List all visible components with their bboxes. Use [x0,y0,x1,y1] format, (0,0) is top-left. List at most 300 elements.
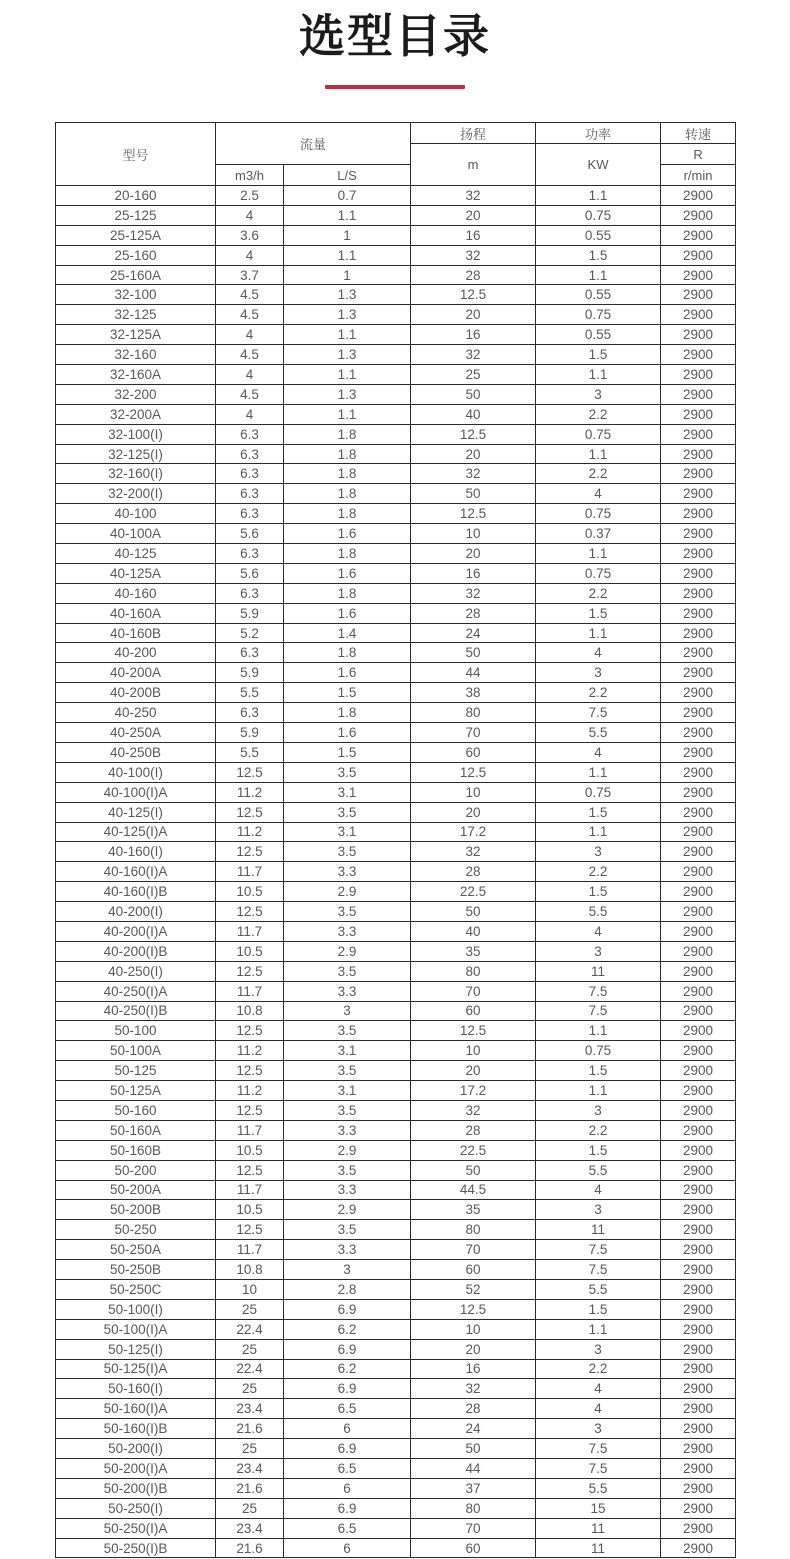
table-cell: 50-250(I)B [56,1538,216,1558]
table-cell: 40-200A [56,663,216,683]
table-row [56,1160,736,1180]
table-cell: 50-160(I)A [56,1399,216,1419]
table-cell: 2900 [661,365,736,385]
table-cell: 1.1 [536,623,661,643]
table-cell: 40-160B [56,623,216,643]
table-cell: 25 [216,1498,284,1518]
table-cell: 2900 [661,1240,736,1260]
table-cell: 40-100 [56,504,216,524]
table-cell: 22.4 [216,1359,284,1379]
table-cell: 40-125 [56,544,216,564]
selection-catalog-table-wrap [55,122,735,1558]
table-cell: 32 [411,245,536,265]
table-cell: 3 [536,663,661,683]
table-cell: 4.5 [216,285,284,305]
table-cell: 10.5 [216,882,284,902]
table-cell: 16 [411,325,536,345]
table-cell: 4 [536,1379,661,1399]
table-cell: 1.5 [536,245,661,265]
table-cell: 7.5 [536,1001,661,1021]
table-cell: 12.5 [216,961,284,981]
table-cell: 32-200 [56,384,216,404]
header-speed-unit-rmin: r/min [661,165,736,186]
header-head-unit: m [411,144,536,186]
table-cell: 2900 [661,1419,736,1439]
table-row [56,1379,736,1399]
table-cell: 2900 [661,762,736,782]
table-row [56,1299,736,1319]
table-cell: 50-200 [56,1160,216,1180]
table-row [56,842,736,862]
table-cell: 2900 [661,1100,736,1120]
table-cell: 2900 [661,1140,736,1160]
table-row [56,1001,736,1021]
header-flow: 流量 [216,123,411,165]
table-cell: 2.9 [284,941,411,961]
table-cell: 3 [284,1001,411,1021]
table-cell: 2.2 [536,1120,661,1140]
table-cell: 2900 [661,1518,736,1538]
header-row-1 [56,123,736,144]
table-cell: 70 [411,981,536,1001]
table-cell: 32-100 [56,285,216,305]
table-row [56,981,736,1001]
table-row [56,862,736,882]
table-row [56,1120,736,1140]
table-cell: 2900 [661,1478,736,1498]
table-cell: 1.8 [284,643,411,663]
table-cell: 1.8 [284,424,411,444]
table-row [56,1140,736,1160]
table-cell: 11.7 [216,981,284,1001]
table-cell: 28 [411,603,536,623]
table-cell: 32 [411,345,536,365]
table-cell: 11.2 [216,1081,284,1101]
table-cell: 12.5 [411,285,536,305]
table-cell: 2900 [661,1120,736,1140]
table-row [56,703,736,723]
table-cell: 4 [536,742,661,762]
table-cell: 0.55 [536,225,661,245]
header-model: 型号 [56,123,216,186]
table-cell: 1.1 [536,1021,661,1041]
table-cell: 5.2 [216,623,284,643]
table-cell: 11.2 [216,782,284,802]
table-cell: 50-125(I) [56,1339,216,1359]
table-cell: 12.5 [216,802,284,822]
table-cell: 38 [411,683,536,703]
table-row [56,1061,736,1081]
table-cell: 23.4 [216,1459,284,1479]
table-cell: 10 [411,1041,536,1061]
table-cell: 32-160(I) [56,464,216,484]
table-cell: 25-160 [56,245,216,265]
table-cell: 4 [216,245,284,265]
table-cell: 60 [411,742,536,762]
table-cell: 2900 [661,345,736,365]
table-cell: 2.2 [536,464,661,484]
table-cell: 0.75 [536,504,661,524]
table-cell: 50 [411,902,536,922]
table-cell: 2900 [661,723,736,743]
table-row [56,1478,736,1498]
table-cell: 1.6 [284,563,411,583]
table-cell: 32 [411,1379,536,1399]
table-cell: 2900 [661,225,736,245]
table-cell: 22.5 [411,882,536,902]
table-cell: 6.3 [216,504,284,524]
table-cell: 6.9 [284,1339,411,1359]
header-speed: 转速 [661,123,736,144]
table-cell: 2900 [661,186,736,206]
table-cell: 1.8 [284,484,411,504]
table-cell: 3.5 [284,762,411,782]
table-cell: 20-160 [56,186,216,206]
table-cell: 5.9 [216,603,284,623]
table-row [56,623,736,643]
table-cell: 2900 [661,603,736,623]
table-cell: 5.5 [216,683,284,703]
table-cell: 4 [216,365,284,385]
table-cell: 40-250(I)A [56,981,216,1001]
table-cell: 1.8 [284,703,411,723]
table-cell: 2900 [661,583,736,603]
table-cell: 2900 [661,1399,736,1419]
table-cell: 25 [216,1439,284,1459]
table-cell: 28 [411,265,536,285]
table-cell: 2.2 [536,583,661,603]
title-underline-accent [325,85,465,89]
table-cell: 11.2 [216,1041,284,1061]
table-cell: 25 [216,1379,284,1399]
table-cell: 6.2 [284,1319,411,1339]
table-cell: 50-250A [56,1240,216,1260]
table-cell: 2.2 [536,404,661,424]
table-cell: 6.3 [216,643,284,663]
table-cell: 50-100(I)A [56,1319,216,1339]
table-cell: 3.5 [284,961,411,981]
table-cell: 1.1 [284,245,411,265]
table-cell: 50 [411,484,536,504]
table-cell: 11 [536,1220,661,1240]
table-row [56,1319,736,1339]
table-row [56,1439,736,1459]
table-cell: 50-100A [56,1041,216,1061]
table-cell: 2900 [661,822,736,842]
table-cell: 40 [411,921,536,941]
table-cell: 1.1 [284,404,411,424]
table-row [56,504,736,524]
table-row [56,1498,736,1518]
table-cell: 40-125A [56,563,216,583]
table-cell: 2900 [661,404,736,424]
table-cell: 11.7 [216,921,284,941]
table-row [56,1200,736,1220]
table-cell: 2900 [661,444,736,464]
table-cell: 40-200 [56,643,216,663]
table-row [56,365,736,385]
table-cell: 5.9 [216,663,284,683]
table-cell: 40-250B [56,742,216,762]
table-cell: 50-250(I)A [56,1518,216,1538]
table-cell: 40-100A [56,524,216,544]
table-cell: 5.5 [536,1160,661,1180]
table-cell: 50-250B [56,1260,216,1280]
table-cell: 12.5 [216,842,284,862]
table-cell: 10 [411,782,536,802]
table-cell: 3 [536,941,661,961]
table-cell: 5.6 [216,524,284,544]
table-cell: 2900 [661,205,736,225]
table-cell: 32-200A [56,404,216,424]
table-cell: 5.5 [216,742,284,762]
table-cell: 32-160 [56,345,216,365]
table-cell: 24 [411,1419,536,1439]
table-cell: 2.2 [536,683,661,703]
table-cell: 12.5 [216,1061,284,1081]
table-cell: 7.5 [536,703,661,723]
table-cell: 10.5 [216,1140,284,1160]
table-cell: 5.5 [536,1279,661,1299]
table-row [56,941,736,961]
table-cell: 12.5 [216,902,284,922]
table-cell: 2900 [661,1081,736,1101]
table-cell: 50 [411,1439,536,1459]
table-row [56,1220,736,1240]
header-power-unit: KW [536,144,661,186]
table-cell: 11.7 [216,1240,284,1260]
table-cell: 3.5 [284,1100,411,1120]
table-cell: 40-160 [56,583,216,603]
table-row [56,404,736,424]
table-cell: 2900 [661,1021,736,1041]
table-cell: 10 [216,1279,284,1299]
table-cell: 25-125 [56,205,216,225]
table-cell: 12.5 [216,1220,284,1240]
table-cell: 50-250C [56,1279,216,1299]
table-row [56,484,736,504]
table-cell: 2900 [661,424,736,444]
table-cell: 1.5 [536,1140,661,1160]
table-cell: 32-160A [56,365,216,385]
table-cell: 2900 [661,1260,736,1280]
table-cell: 40-125(I) [56,802,216,822]
table-cell: 0.55 [536,325,661,345]
table-cell: 4.5 [216,305,284,325]
table-cell: 2900 [661,464,736,484]
table-cell: 2900 [661,921,736,941]
table-cell: 12.5 [411,762,536,782]
table-cell: 6.5 [284,1518,411,1538]
header-power: 功率 [536,123,661,144]
table-cell: 2.2 [536,862,661,882]
table-row [56,1419,736,1439]
table-cell: 32-125(I) [56,444,216,464]
table-cell: 40-125(I)A [56,822,216,842]
table-row [56,802,736,822]
table-cell: 4 [216,404,284,424]
table-cell: 1.5 [536,603,661,623]
table-cell: 40-200(I)A [56,921,216,941]
table-cell: 1.8 [284,444,411,464]
table-cell: 6.3 [216,464,284,484]
table-cell: 3.1 [284,1081,411,1101]
table-cell: 3 [536,1339,661,1359]
table-cell: 2900 [661,1200,736,1220]
table-cell: 1.1 [284,325,411,345]
table-cell: 6.9 [284,1498,411,1518]
table-cell: 1.8 [284,544,411,564]
table-cell: 1.6 [284,603,411,623]
table-cell: 1.1 [536,265,661,285]
table-cell: 1.1 [284,365,411,385]
table-cell: 28 [411,1120,536,1140]
table-cell: 2900 [661,981,736,1001]
table-cell: 3 [536,1100,661,1120]
table-cell: 2900 [661,1180,736,1200]
table-cell: 1.8 [284,464,411,484]
table-cell: 12.5 [216,1021,284,1041]
table-cell: 40-160A [56,603,216,623]
table-cell: 50-200(I) [56,1439,216,1459]
table-row [56,384,736,404]
table-cell: 1.5 [536,1299,661,1319]
table-cell: 4 [536,484,661,504]
table-cell: 3.5 [284,1021,411,1041]
table-cell: 2.9 [284,1200,411,1220]
table-cell: 15 [536,1498,661,1518]
table-row [56,285,736,305]
table-row [56,882,736,902]
table-cell: 2900 [661,1459,736,1479]
table-cell: 2900 [661,1061,736,1081]
table-cell: 11 [536,1538,661,1558]
table-cell: 1 [284,225,411,245]
table-cell: 1.5 [536,1061,661,1081]
table-cell: 2900 [661,842,736,862]
table-cell: 22.5 [411,1140,536,1160]
table-row [56,1359,736,1379]
table-cell: 3.3 [284,981,411,1001]
table-row [56,723,736,743]
table-cell: 25 [411,365,536,385]
table-cell: 37 [411,1478,536,1498]
table-cell: 3 [536,1419,661,1439]
table-row [56,902,736,922]
table-cell: 50-125(I)A [56,1359,216,1379]
table-cell: 3.5 [284,1160,411,1180]
table-row [56,544,736,564]
table-cell: 12.5 [216,762,284,782]
table-row [56,424,736,444]
table-cell: 2900 [661,1041,736,1061]
table-row [56,1279,736,1299]
table-cell: 10 [411,1319,536,1339]
table-cell: 50 [411,643,536,663]
table-row [56,325,736,345]
table-cell: 32 [411,1100,536,1120]
table-row [56,1399,736,1419]
table-cell: 25-125A [56,225,216,245]
table-cell: 5.5 [536,723,661,743]
table-cell: 3 [536,1200,661,1220]
table-cell: 1.5 [536,802,661,822]
table-row [56,683,736,703]
table-cell: 12.5 [411,1021,536,1041]
table-row [56,563,736,583]
table-cell: 50-160(I) [56,1379,216,1399]
table-cell: 44 [411,1459,536,1479]
table-cell: 6 [284,1478,411,1498]
table-cell: 2.9 [284,1140,411,1160]
table-cell: 35 [411,1200,536,1220]
table-cell: 2900 [661,384,736,404]
table-cell: 0.75 [536,782,661,802]
table-cell: 1.1 [536,762,661,782]
table-cell: 6.3 [216,544,284,564]
table-cell: 6 [284,1419,411,1439]
table-cell: 50-160(I)B [56,1419,216,1439]
table-row [56,762,736,782]
table-cell: 2900 [661,902,736,922]
table-cell: 60 [411,1001,536,1021]
table-cell: 3.1 [284,1041,411,1061]
table-row [56,225,736,245]
table-row [56,345,736,365]
table-row [56,305,736,325]
table-cell: 11.2 [216,822,284,842]
table-cell: 32-200(I) [56,484,216,504]
table-cell: 2900 [661,1339,736,1359]
table-cell: 20 [411,444,536,464]
table-cell: 11.7 [216,1180,284,1200]
table-cell: 2900 [661,285,736,305]
table-cell: 2900 [661,742,736,762]
table-cell: 1.1 [536,444,661,464]
table-cell: 3.7 [216,265,284,285]
table-cell: 2900 [661,305,736,325]
table-cell: 6.5 [284,1459,411,1479]
table-cell: 1.1 [536,186,661,206]
table-cell: 12.5 [216,1100,284,1120]
table-cell: 4 [216,205,284,225]
table-cell: 6.9 [284,1379,411,1399]
table-cell: 10.8 [216,1001,284,1021]
table-cell: 40-100(I) [56,762,216,782]
table-cell: 3 [536,384,661,404]
table-cell: 10.8 [216,1260,284,1280]
table-cell: 3 [536,842,661,862]
table-cell: 0.75 [536,563,661,583]
table-row [56,186,736,206]
table-cell: 2900 [661,1538,736,1558]
table-cell: 12.5 [216,1160,284,1180]
table-cell: 2900 [661,1001,736,1021]
table-cell: 28 [411,862,536,882]
table-cell: 21.6 [216,1419,284,1439]
header-flow-unit-ls: L/S [284,165,411,186]
table-cell: 50-100(I) [56,1299,216,1319]
table-cell: 40-200(I)B [56,941,216,961]
table-cell: 4 [536,1399,661,1419]
table-cell: 50-100 [56,1021,216,1041]
table-cell: 7.5 [536,1439,661,1459]
table-cell: 2900 [661,703,736,723]
table-cell: 2900 [661,882,736,902]
table-cell: 23.4 [216,1399,284,1419]
table-cell: 40-250 [56,703,216,723]
table-cell: 6.3 [216,703,284,723]
